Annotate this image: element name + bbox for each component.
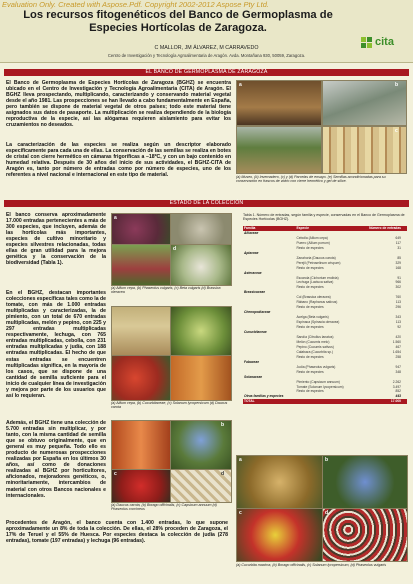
photo-cabbage — [170, 244, 232, 286]
table-cell-especie: Judía (Phaseolus vulgaris) — [296, 364, 336, 369]
table-header-familia: Familia — [243, 226, 295, 231]
photo-carrots-2 — [111, 420, 171, 470]
table-cell-entradas: 1.560 — [392, 339, 401, 344]
photo-tomatoes-2 — [236, 508, 323, 562]
photo-label-a: a — [114, 215, 117, 221]
species-table — [243, 226, 407, 404]
photo-bean-varieties — [322, 508, 408, 562]
affiliation: Centro de Investigación y Tecnología Agroalimentaria de Aragón. Avda. Montañana 930, 50059, Zaragoza. — [107, 53, 306, 58]
table-cell-especie: Resto de especies — [296, 389, 324, 394]
table-cell-familia: Chenopodiaceae — [244, 310, 271, 315]
table-cell-entradas: 258 — [395, 354, 401, 359]
photo-label-d: d — [325, 510, 329, 516]
table-cell-familia: Alliaceae — [244, 230, 259, 235]
photo-label-c: c — [239, 510, 242, 516]
poster-title: Los recursos fitogenéticos del Banco de Germoplasma de Especies Hortícolas de Zaragoza. — [23, 9, 333, 34]
table-cell-especie: Pepino (Cucumis sativus) — [296, 344, 334, 349]
authors: C MALLOR, JM ÁLVAREZ, M CARRAVEDO — [154, 45, 259, 51]
table-cell-especie: Puerro (Allium porrum) — [296, 240, 330, 245]
table-cell-entradas: 302 — [395, 285, 401, 290]
bottom-right-caption: (a) Cucurbita maxima, (b) Borago officinalis, (c) Solanum lycopersicum, (d) Phaseolus vulgaris — [236, 563, 386, 567]
table-cell-familia: Apiaceae — [244, 250, 259, 255]
watermark: Evaluation Only. Created with Aspose.Pdf. Copyright 2002-2012 Aspose Pty Ltd. — [2, 0, 269, 9]
table-cell-entradas: 947 — [395, 364, 401, 369]
photo-label-d: d — [221, 471, 225, 477]
section2-paragraph-4: Procedentes de Aragón, el banco cuenta con 1.400 entradas, lo que supone aproximadamente un 8% de toda la colección. De ellas, el 28% proceden de Zaragoza, el 17% de Teruel y el 55% de Huesca. Por especies destaca la colección de judía (278 entradas), tomate (197 entradas) y lechuga (96 entradas). — [6, 520, 228, 545]
table-cell-entradas: 168 — [395, 265, 401, 270]
middle-caption-3: (a) Daucus carota, (b) Borago officinalis, (c) Capsicum annuum (d) Phaseolus coccineus — [111, 503, 217, 512]
photo-borage-2 — [322, 455, 408, 509]
table-cell-familia: Asteraceae — [244, 270, 262, 275]
middle-caption-2: (a) Allium cepa, (b) Cucurbitaceae, (c) Solanum lycopersicum (d) Daucus carota — [111, 401, 228, 410]
table-cell-especie: Resto de especies — [296, 354, 324, 359]
table-cell-entradas: 91 — [397, 275, 401, 280]
table-cell-especie: Melón (Cucumis melo) — [296, 339, 330, 344]
table-cell-entradas: 348 — [395, 369, 401, 374]
photo-onions-2 — [111, 306, 171, 356]
table-caption: Tabla 1. Número de entradas, según familia y especie, conservadas en el Banco de Germoplasma de Especies Hortícolas (BGHZ). — [243, 213, 405, 222]
table-total-label: TOTAL — [243, 399, 295, 404]
photo-tomatoes — [111, 355, 171, 401]
photo-pumpkin — [236, 455, 323, 509]
table-cell-especie: Col (Brassica oleracea) — [296, 295, 331, 300]
table-cell-especie: Escarola (Cichorium endivia) — [296, 275, 339, 280]
table-cell-entradas: 760 — [395, 295, 401, 300]
photo-beans — [170, 213, 232, 245]
table-cell-entradas: 113 — [395, 300, 401, 305]
middle-caption-1: (a) Allium cepa, (b) Phaseolus vulgaris, (c) Beta vulgaris (d) Brassica oleracea — [111, 286, 221, 295]
table-cell-entradas: 117 — [395, 240, 401, 245]
section1-photo-caption: (a) Museo, (b) Invernadero, (c) y (d) Parcelas de ensayo. (e) Semillas acondicionadas para su conservación en frascos de vidrio con cierre hermético y gel de sílice. — [236, 175, 386, 184]
table-cell-entradas: 966 — [395, 280, 401, 285]
table-cell-especie: Resto de especies — [296, 369, 324, 374]
table-cell-especie: Rábano (Raphanus sativus) — [296, 300, 338, 305]
table-cell-entradas: 113 — [395, 320, 401, 325]
photo-carrots — [170, 355, 232, 401]
section2-paragraph-2: En el BGHZ, destacan importantes colecciones específicas tales como la de tomate, con más de 1.000 entradas multiplicadas y caracterizadas, la de pimiento, con un total de 670 entradas multiplicadas, melón y pepino, con 225 y 297 entradas multiplicadas respectivamente, lechuga, con 765 entradas multiplicadas, cebolla, con 231 entradas multiplicadas y judía, con 188 entradas multiplicadas. El hecho de que estas entradas se encuentren multiplicadas significa, en la mayoría de los casos, que se dispone de una cantidad de semilla suficiente para el inicio de cualquier línea de investigación y mejora por parte de los usuarios que así lo requieran. — [6, 290, 107, 399]
section-heading-banco: EL BANCO DE GERMOPLASMA DE ZARAGOZA — [4, 69, 409, 76]
photo-chard — [111, 244, 171, 286]
photo-borage — [170, 420, 232, 470]
table-cell-especie: Espinaca (Spinacia oleracea) — [296, 320, 340, 325]
table-cell-entradas: 852 — [395, 389, 401, 394]
section-heading-coleccion: ESTADO DE LA COLECCIÓN — [4, 200, 409, 207]
table-cell-especie: Resto de especies — [296, 285, 324, 290]
table-cell-familia: Brassicaceae — [244, 290, 266, 295]
table-cell-familia: Solanaceae — [244, 374, 263, 379]
photo-label-c: c — [114, 471, 117, 477]
table-cell-especie: Acelga (Beta vulgaris) — [296, 315, 329, 320]
table-cell-especie: Pimiento (Capsicum annuum) — [296, 379, 340, 384]
table-cell-especie: Zanahoria (Daucus carota) — [296, 255, 336, 260]
table-cell-especie: Resto de especies — [296, 265, 324, 270]
table-cell-entradas: 2.262 — [392, 379, 401, 384]
table-cell-entradas: 3.497 — [392, 384, 401, 389]
table-cell-especie: Cebolla (Allium cepa) — [296, 235, 328, 240]
section1-paragraph-2: La caracterización de las especies se realiza según un descriptor elaborado específicamente para cada una de ellas. La conservación de las semillas se realiza en botes de cristal con cierre hermético en cámaras frigoríficas a –18ºC, y con un bajo contenido en humedad relativa. Después de 30 años del inicio de sus actividades, el BGHZ-CITA de Aragón es, tanto por número de entradas como por número de especies, uno de los referentes a nivel nacional e internacional en este tipo de material. — [6, 142, 231, 179]
table-total-value: 17.000 — [358, 399, 407, 404]
table-cell-especie: Lechuga (Lactuca sativa) — [296, 280, 334, 285]
table-total-empty — [295, 399, 357, 404]
photo-label-b: b — [325, 457, 329, 463]
photo-peppers — [111, 469, 171, 503]
table-cell-entradas: 649 — [395, 235, 401, 240]
photo-label-b: b — [395, 82, 399, 88]
table-cell-familia: Fabaceae — [244, 359, 260, 364]
table-header-especie: Especie — [295, 226, 357, 231]
table-cell-especie: Calabaza (Cucurbita sp.) — [296, 349, 333, 354]
table-cell-entradas: 329 — [395, 260, 401, 265]
table-cell-especie: Tomate (Solanum lycopersicum) — [296, 384, 344, 389]
table-cell-entradas: 343 — [395, 315, 401, 320]
photo-label-a: a — [239, 457, 242, 463]
table-cell-especie: Perejil (Petroselinum crispum) — [296, 260, 341, 265]
table-cell-entradas: 31 — [397, 245, 401, 250]
species-table-grid — [243, 226, 407, 404]
table-cell-entradas: 467 — [395, 344, 401, 349]
photo-label-c: c — [395, 128, 398, 134]
table-cell-entradas: 85 — [397, 255, 401, 260]
table-header-entradas: Número de entradas — [358, 226, 407, 231]
table-cell-entradas: 443 — [395, 394, 401, 399]
section1-paragraph-1: El Banco de Germoplasma de Especies Hortícolas de Zaragoza (BGHZ) se encuentra ubicado en el Centro de Investigación y Tecnología Agroalimentaria (CITA) de Aragón. El BGHZ lleva prospectando, multiplicando, caracterizando y conservando material vegetal desde el año 1981. Las prospecciones se han llevado a cabo fundamentalmente en España, pero también se dispone de material vegetal de otros países; todo este material tiene asignados sus datos de pasaporte. La multiplicación se realiza dependiendo de la biología reproductiva de la especie, así las alógamas requieren aislamiento para evitar los cruzamientos no deseados. — [6, 80, 231, 129]
photo-seed-jars — [322, 126, 407, 174]
species-table-body — [243, 226, 407, 404]
table-cell-entradas: 420 — [395, 334, 401, 339]
table-cell-especie: Resto de especies — [296, 325, 324, 330]
photo-onion — [111, 213, 171, 245]
photo-label-b: b — [221, 422, 225, 428]
table-cell-especie: Resto de especies — [296, 305, 324, 310]
table-cell-familia: Otras familias y especies — [244, 394, 284, 399]
section2-paragraph-1: El banco conserva aproximadamente 17.000 entradas pertenecientes a más de 300 especies, que incluyen, además de las hortícolas más importantes, especies de cultivo minoritario y especies silvestres relacionadas, todas ellas de gran utilidad para la mejora genética y la conservación de la biodiversidad (Tabla 1). — [6, 212, 106, 267]
section2-paragraph-3: Además, el BGHZ tiene una colección de 5.700 entradas sin multiplicar, y por tanto, con la misma cantidad de semilla que se obtuvo originalmente, que en general es muy pequeña. Todo ello es producto de numerosas prospecciones realizadas por España en los últimos 30 años, así como de donaciones realizadas al BGHZ por horticultores, aficionados, mejoradores genéticos, o, minoritariamente, intercambios de material con otros Bancos nacionales e internacionales. — [6, 420, 106, 499]
table-cell-especie: Sandía (Citrullus lanatus) — [296, 334, 334, 339]
table-cell-entradas: 296 — [395, 305, 401, 310]
table-cell-especie: Resto de especies — [296, 245, 324, 250]
photo-museum — [236, 80, 322, 126]
photo-label-d: d — [173, 246, 177, 252]
photo-squash — [170, 306, 232, 356]
photo-field-plots — [236, 126, 322, 174]
photo-greenhouse — [322, 80, 407, 126]
table-total-row — [243, 399, 407, 404]
table-cell-familia: Cucurbitaceae — [244, 330, 267, 335]
table-cell-entradas: 1.654 — [392, 349, 401, 354]
photo-label-a: a — [239, 82, 242, 88]
table-cell-entradas: 92 — [397, 325, 401, 330]
photo-bean-seeds — [170, 469, 232, 503]
logo-text: cita — [375, 36, 394, 48]
